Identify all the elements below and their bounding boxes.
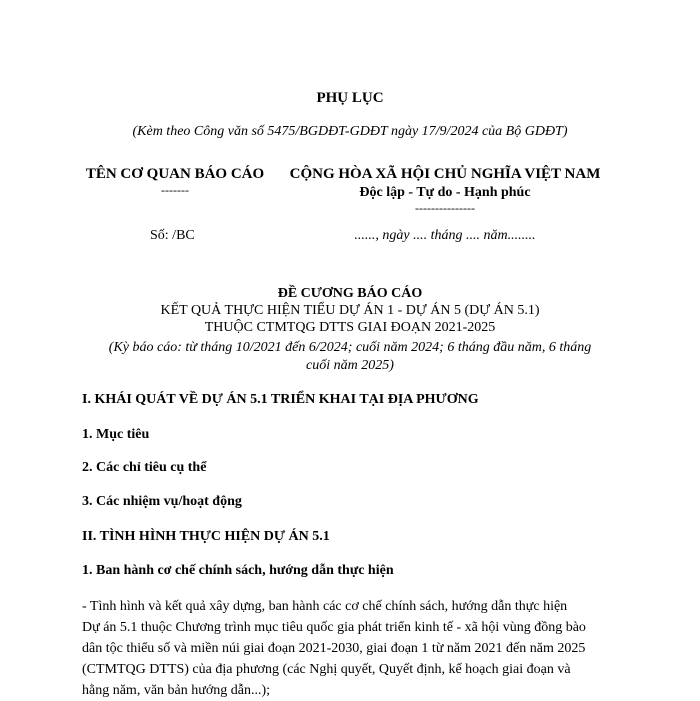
report-period-line1: (Kỳ báo cáo: từ tháng 10/2021 đến 6/2024; cuối năm 2024; 6 tháng đầu năm, 6 tháng <box>108 340 592 355</box>
report-title: ĐỀ CƯƠNG BÁO CÁO <box>277 286 423 301</box>
agency-name: TÊN CƠ QUAN BÁO CÁO <box>85 166 265 182</box>
nation-name: CỘNG HÒA XÃ HỘI CHỦ NGHĨA VIỆT NAM <box>289 166 601 182</box>
report-title-line3: THUỘC CTMTQG DTTS GIAI ĐOẠN 2021-2025 <box>204 320 496 335</box>
appendix-subtitle: (Kèm theo Công văn số 5475/BGDĐT-GDĐT ngày 17/9/2024 của Bộ GDĐT) <box>132 124 568 139</box>
date-line: ......, ngày .... tháng .... năm........ <box>354 228 536 243</box>
body-line: (CTMTQG DTTS) của địa phương (các Nghị quyết, Quyết định, kế hoạch giai đoạn và <box>82 662 571 677</box>
body-line: - Tình hình và kết quả xây dựng, ban hành các cơ chế chính sách, hướng dẫn thực hiện <box>82 599 568 614</box>
report-period-line2: cuối năm 2025) <box>306 358 394 373</box>
subsection-heading-1-3: 3. Các nhiệm vụ/hoạt động <box>82 494 242 509</box>
subsection-heading-1-2: 2. Các chỉ tiêu cụ thể <box>82 460 207 475</box>
subsection-heading-1-1: 1. Mục tiêu <box>82 427 150 442</box>
subsection-heading-2-1: 1. Ban hành cơ chế chính sách, hướng dẫn thực hiện <box>82 563 394 578</box>
section-heading-2: II. TÌNH HÌNH THỰC HIỆN DỰ ÁN 5.1 <box>82 529 330 544</box>
document-number: Số: /BC <box>150 228 195 243</box>
body-line: dân tộc thiểu số và miền núi giai đoạn 2021-2030, giai đoạn 1 từ năm 2021 đến năm 2025 <box>82 641 586 656</box>
section-heading-1: I. KHÁI QUÁT VỀ DỰ ÁN 5.1 TRIỂN KHAI TẠI ĐỊA PHƯƠNG <box>82 392 479 407</box>
body-line: Dự án 5.1 thuộc Chương trình mục tiêu quốc gia phát triển kinh tế - xã hội vùng đồng bào <box>82 620 586 635</box>
body-paragraph <box>82 596 618 701</box>
motto-divider: --------------- <box>415 201 475 215</box>
appendix-title: PHỤ LỤC <box>316 90 384 106</box>
body-line: hằng năm, văn bản hướng dẫn...); <box>82 683 271 698</box>
agency-divider: ------- <box>161 183 189 197</box>
national-motto: Độc lập - Tự do - Hạnh phúc <box>359 185 531 200</box>
report-title-line2: KẾT QUẢ THỰC HIỆN TIỂU DỰ ÁN 1 - DỰ ÁN 5 (DỰ ÁN 5.1) <box>160 303 540 318</box>
